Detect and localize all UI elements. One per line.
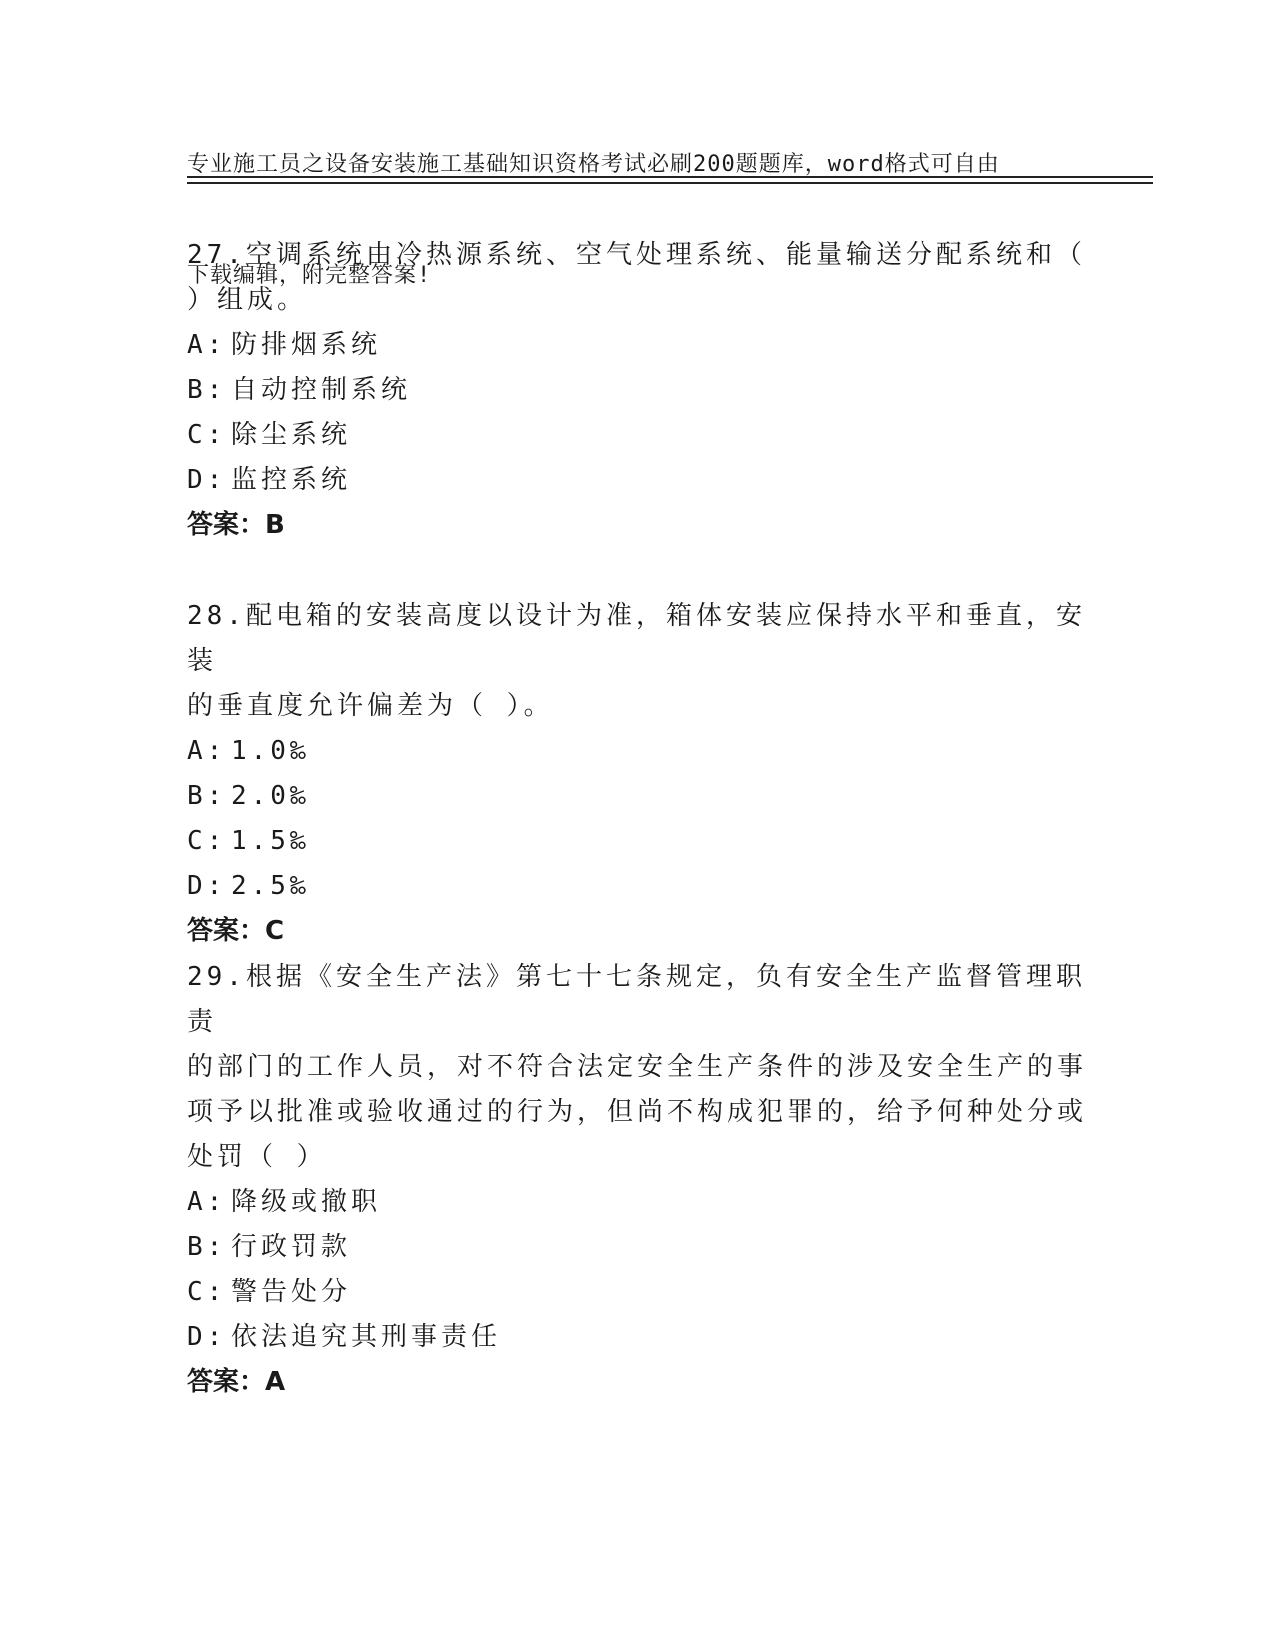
option-text: 1.0‰ bbox=[231, 736, 310, 766]
option-c bbox=[187, 1270, 1087, 1315]
option-text: 降级或撤职 bbox=[231, 1187, 382, 1217]
option-b bbox=[187, 1225, 1087, 1270]
question-text bbox=[187, 955, 1087, 1180]
option-d bbox=[187, 864, 1087, 909]
option-key: D: bbox=[187, 1322, 227, 1352]
option-text: 防排烟系统 bbox=[231, 330, 382, 360]
option-key: C: bbox=[187, 826, 227, 856]
option-key: A: bbox=[187, 736, 227, 766]
option-a bbox=[187, 1180, 1087, 1225]
option-text: 2.0‰ bbox=[231, 781, 310, 811]
option-text: 监控系统 bbox=[231, 465, 352, 495]
answer-label: 答案：B bbox=[187, 510, 285, 540]
question-number: 28. bbox=[187, 601, 246, 631]
header-line-1: 专业施工员之设备安装施工基础知识资格考试必刷200题题库，word格式可自由 bbox=[187, 152, 1000, 177]
option-key: A: bbox=[187, 1187, 227, 1217]
header-rule-bottom bbox=[187, 182, 1153, 184]
option-key: B: bbox=[187, 375, 227, 405]
answer-label: 答案：C bbox=[187, 916, 285, 946]
option-text: 自动控制系统 bbox=[231, 375, 412, 405]
question-27 bbox=[187, 233, 1087, 548]
question-29 bbox=[187, 955, 1087, 1405]
question-body: 根据《安全生产法》第七十七条规定，负有安全生产监督管理职责 的部门的工作人员，对不符合法定安全生产条件的涉及安全生产的事 项予以批准或验收通过的行为，但尚不构成犯罪的，给予何种处分或 处罚（ ） bbox=[187, 962, 1088, 1172]
question-number: 27. bbox=[187, 240, 246, 270]
option-key: D: bbox=[187, 871, 227, 901]
option-d bbox=[187, 458, 1087, 503]
option-b bbox=[187, 774, 1087, 819]
question-body: 空调系统由冷热源系统、空气处理系统、能量输送分配系统和（ ）组成。 bbox=[187, 240, 1086, 315]
option-text: 2.5‰ bbox=[231, 871, 310, 901]
option-text: 1.5‰ bbox=[231, 826, 310, 856]
option-key: B: bbox=[187, 1232, 227, 1262]
option-b bbox=[187, 368, 1087, 413]
question-text bbox=[187, 594, 1087, 729]
option-text: 行政罚款 bbox=[231, 1232, 352, 1262]
option-key: D: bbox=[187, 465, 227, 495]
option-key: C: bbox=[187, 420, 227, 450]
option-text: 依法追究其刑事责任 bbox=[231, 1322, 502, 1352]
question-body: 配电箱的安装高度以设计为准，箱体安装应保持水平和垂直，安装 的垂直度允许偏差为（ ）。 bbox=[187, 601, 1086, 721]
option-text: 除尘系统 bbox=[231, 420, 352, 450]
question-28 bbox=[187, 594, 1087, 954]
answer-label: 答案：A bbox=[187, 1367, 286, 1397]
option-text: 警告处分 bbox=[231, 1277, 352, 1307]
option-c bbox=[187, 413, 1087, 458]
question-number: 29. bbox=[187, 962, 246, 992]
option-key: C: bbox=[187, 1277, 227, 1307]
option-a bbox=[187, 323, 1087, 368]
header-line-2: 下载编辑，附完整答案! bbox=[187, 263, 432, 288]
option-key: A: bbox=[187, 330, 227, 360]
option-key: B: bbox=[187, 781, 227, 811]
option-a bbox=[187, 729, 1087, 774]
option-c bbox=[187, 819, 1087, 864]
option-d bbox=[187, 1315, 1087, 1360]
header-rule-top bbox=[187, 176, 1153, 178]
question-text bbox=[187, 233, 1087, 323]
